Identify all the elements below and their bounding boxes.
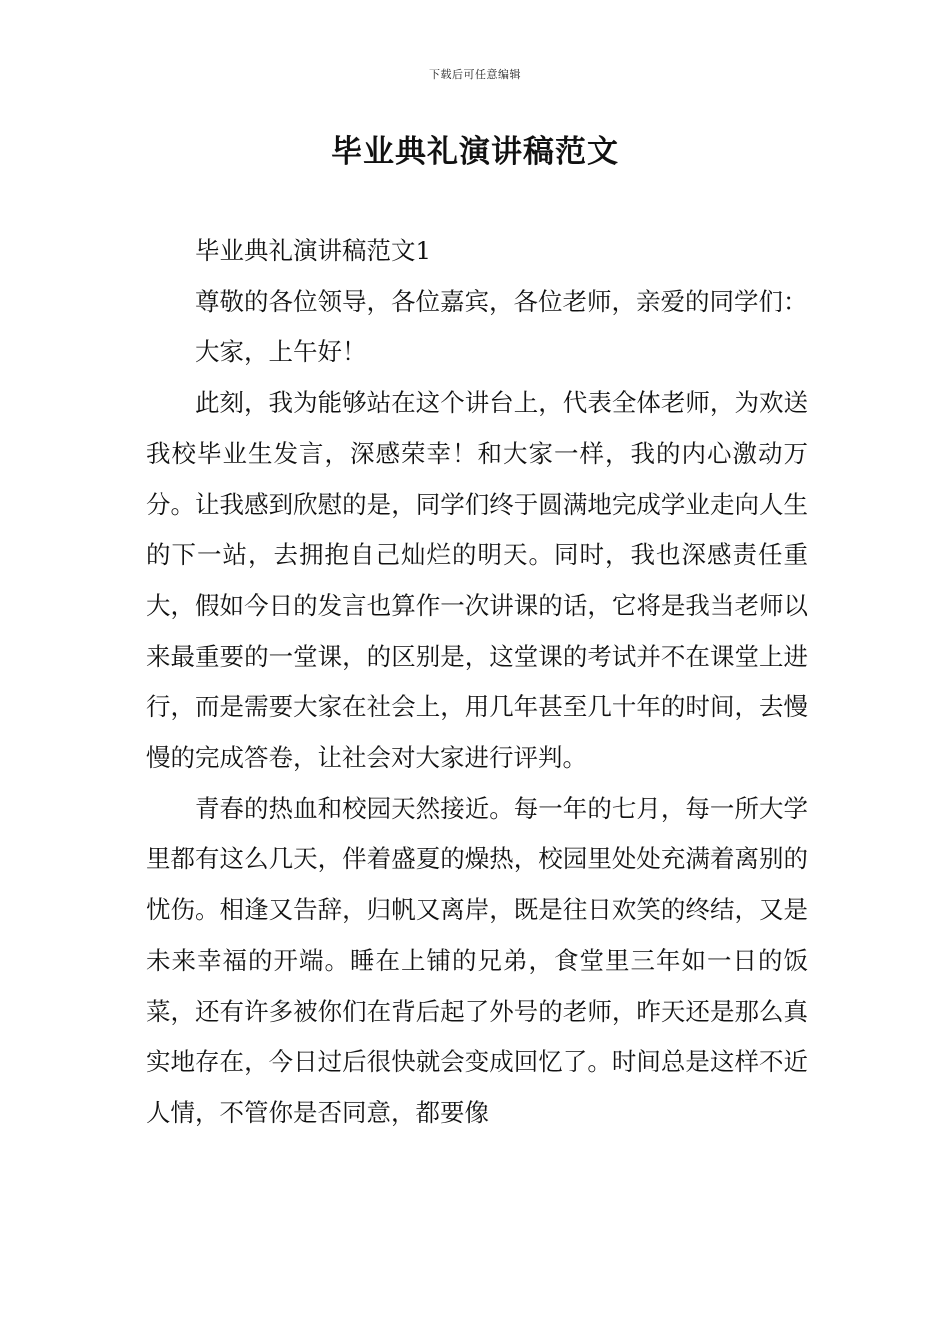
body-paragraph: 此刻，我为能够站在这个讲台上，代表全体老师，为欢送我校毕业生发言，深感荣幸！和大家一样，我的内心激动万分。让我感到欣慰的是，同学们终于圆满地完成学业走向人生的下一站，去拥抱自己灿烂的明天。同时，我也深感责任重大，假如今日的发言也算作一次讲课的话，它将是我当老师以来最重要的一堂课，的区别是，这堂课的考试并不在课堂上进行，而是需要大家在社会上，用几年甚至几十年的时间，去慢慢的完成答卷，让社会对大家进行评判。 — [146, 388, 808, 773]
document-title: 毕业典礼演讲稿范文 — [331, 134, 619, 170]
section-heading: 毕业典礼演讲稿范文1 — [195, 236, 432, 265]
body-paragraph: 青春的热血和校园天然接近。每一年的七月，每一所大学里都有这么几天，伴着盛夏的燥热，校园里处处充满着离别的忧伤。相逢又告辞，归帆又离岸，既是往日欢笑的终结，又是未来幸福的开端。睡在上铺的兄弟，食堂里三年如一日的饭菜，还有许多被你们在背后起了外号的老师，昨天还是那么真实地存在，今日过后很快就会变成回忆了。时间总是这样不近人情，不管你是否同意，都要像 — [146, 793, 808, 1127]
salutation-paragraph: 尊敬的各位领导，各位嘉宾，各位老师，亲爱的同学们： — [195, 286, 808, 316]
document-body — [146, 226, 808, 1139]
header-note: 下载后可任意编辑 — [429, 68, 521, 81]
greeting-paragraph: 大家，上午好！ — [195, 337, 367, 367]
